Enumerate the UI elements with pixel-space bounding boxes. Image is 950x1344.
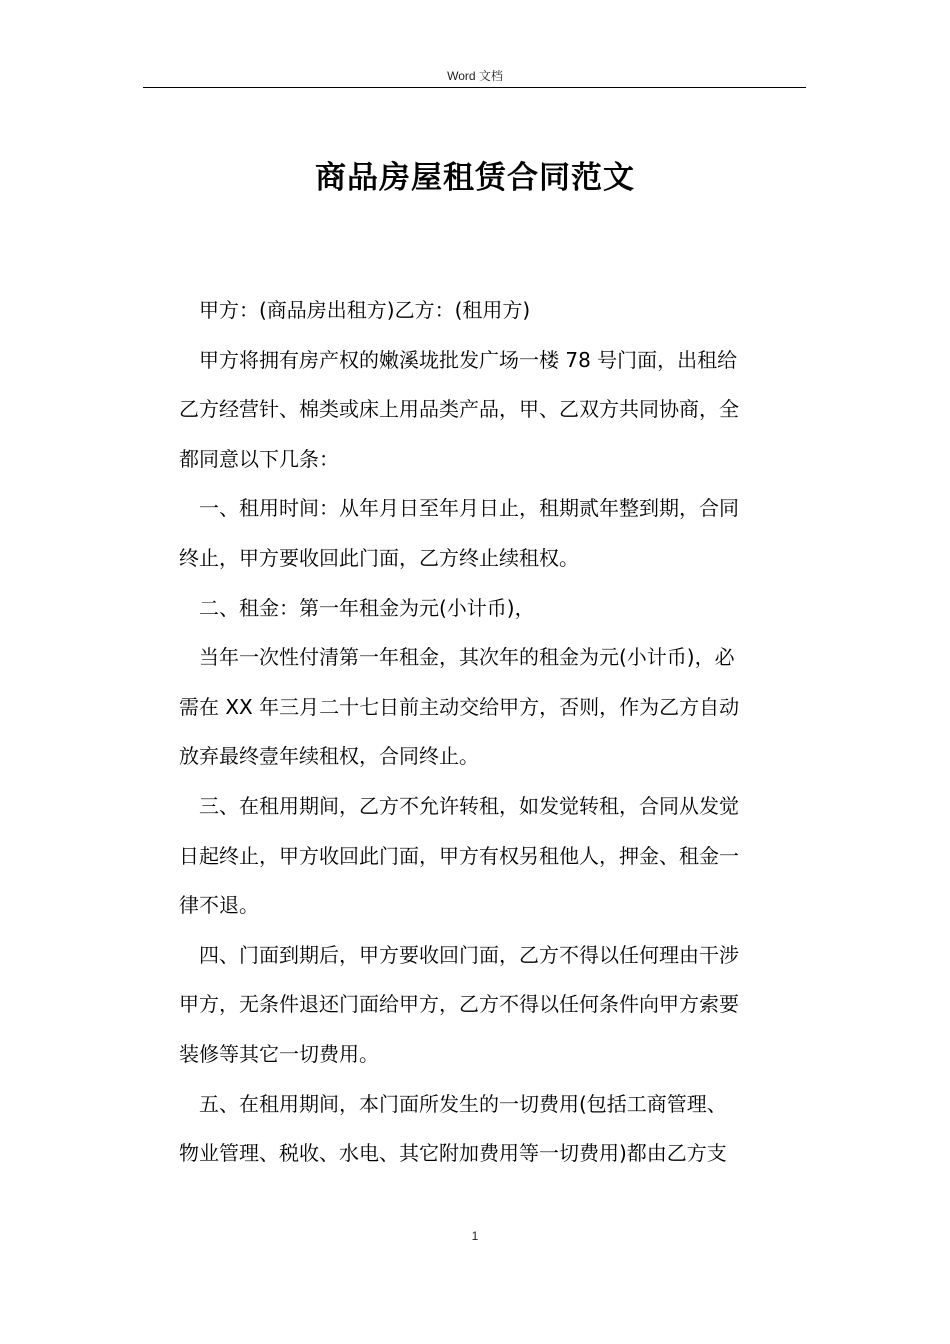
- paragraph-line: 一、租用时间：从年月日至年月日止，租期贰年整到期，合同: [199, 496, 739, 521]
- paragraph-line: 三、在租用期间，乙方不允许转租，如发觉转租，合同从发觉: [199, 793, 739, 818]
- paragraph-line: 二、租金：第一年租金为元(小计币)，: [199, 595, 535, 620]
- paragraph-line: 终止，甲方要收回此门面，乙方终止续租权。: [179, 545, 579, 570]
- paragraph-line: 装修等其它一切费用。: [179, 1041, 379, 1066]
- body-paragraph: [179, 782, 809, 931]
- page-header-text: Word 文档: [447, 69, 503, 83]
- body-paragraph: [179, 931, 809, 1080]
- paragraph-line: 甲方：(商品房出租方)乙方：(租用方): [199, 298, 531, 322]
- document-body: [179, 286, 809, 1179]
- paragraph-line: 五、在租用期间，本门面所发生的一切费用(包括工商管理、: [199, 1091, 727, 1116]
- paragraph-line: 物业管理、税收、水电、其它附加费用等一切费用)都由乙方支: [179, 1141, 727, 1166]
- body-paragraph: [179, 633, 809, 782]
- body-paragraph: [179, 286, 809, 336]
- paragraph-line: 都同意以下几条：: [179, 446, 339, 471]
- paragraph-line: 律不退。: [179, 893, 259, 918]
- body-paragraph: [179, 484, 809, 583]
- paragraph-line: 日起终止，甲方收回此门面，甲方有权另租他人，押金、租金一: [179, 843, 739, 868]
- page-number: 1: [471, 1229, 479, 1243]
- body-paragraph: [179, 336, 809, 485]
- paragraph-line: 四、门面到期后，甲方要收回门面，乙方不得以任何理由干涉: [199, 942, 739, 967]
- document-title: 商品房屋租赁合同范文: [315, 160, 635, 196]
- paragraph-line: 甲方将拥有房产权的嫩溪垅批发广场一楼 78 号门面，出租给: [199, 347, 738, 372]
- paragraph-line: 乙方经营针、棉类或床上用品类产品，甲、乙双方共同协商，全: [179, 397, 739, 422]
- header-divider: [143, 87, 806, 88]
- body-paragraph: [179, 584, 809, 634]
- paragraph-line: 需在 XX 年三月二十七日前主动交给甲方，否则，作为乙方自动: [179, 694, 740, 719]
- paragraph-line: 甲方，无条件退还门面给甲方，乙方不得以任何条件向甲方索要: [179, 992, 739, 1017]
- paragraph-line: 当年一次性付清第一年租金，其次年的租金为元(小计币)，必: [199, 645, 735, 670]
- paragraph-line: 放弃最终壹年续租权，合同终止。: [179, 744, 479, 769]
- body-paragraph: [179, 1080, 809, 1179]
